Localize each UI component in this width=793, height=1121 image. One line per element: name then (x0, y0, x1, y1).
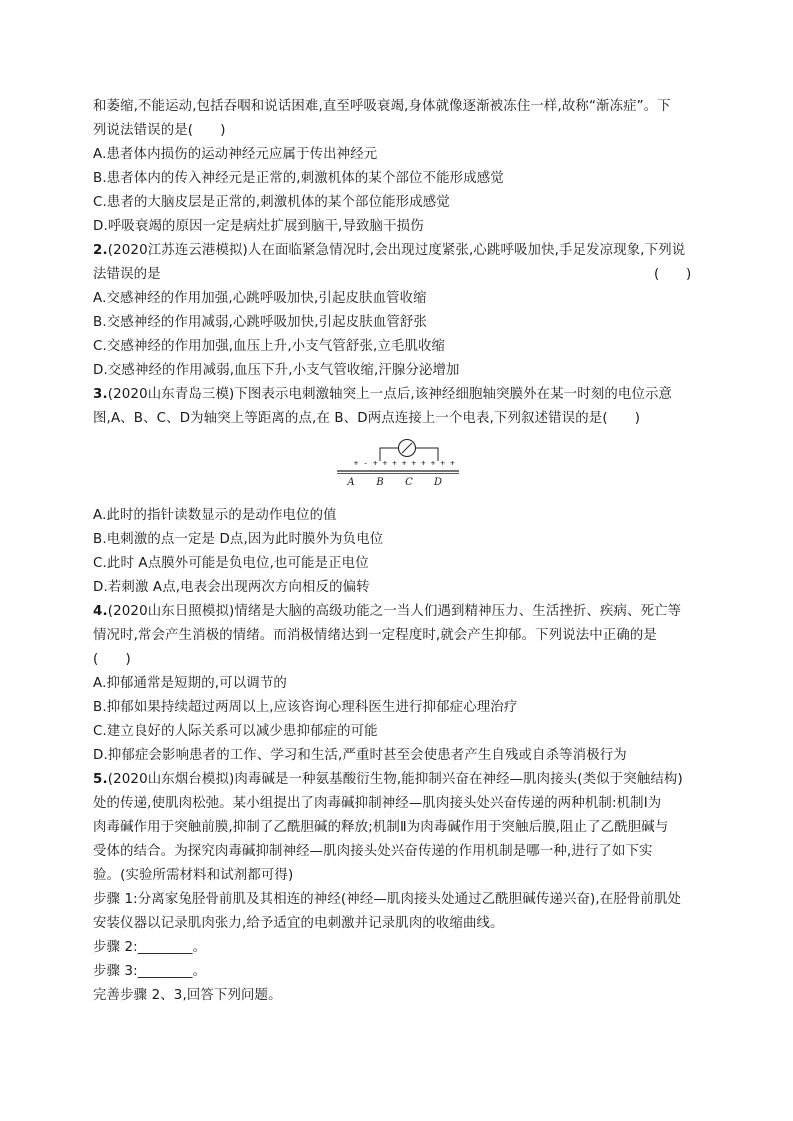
q1-option-b: B.患者体内的传入神经元是正常的,刺激机体的某个部位不能形成感觉 (93, 171, 504, 186)
q5-step-1-line-1: 步骤 1:分离家兔胫骨前肌及其相连的神经(神经—肌肉接头处通过乙酰胆碱传递兴奋),在胫骨前肌处 (93, 892, 682, 907)
membrane-charge-label: + - + + + + + + + + + - (353, 458, 459, 468)
q2-option-d: D.交感神经的作用减弱,血压下升,小支气管收缩,汗腺分泌增加 (93, 363, 460, 378)
q1-stem-line-1: 和萎缩,不能运动,包括吞咽和说话困难,直至呼吸衰竭,身体就像逐渐被冻住一样,故称“渐冻症”。下 (93, 99, 671, 114)
q3-option-d: D.若刺激 A点,电表会出现两次方向相反的偏转 (93, 580, 370, 595)
q3-stem-text: (2020山东青岛三模)下图表示电刺激轴突上一点后,该神经细胞轴突膜外在某一时刻的电位示意 (107, 387, 673, 402)
q4-option-d: D.抑郁症会影响患者的工作、学习和生活,严重时甚至会使患者产生自残或自杀等消极行为 (93, 748, 627, 763)
q4-stem-text: (2020山东日照模拟)情绪是大脑的高级功能之一当人们遇到精神压力、生活挫折、疾病、死亡等 (107, 604, 682, 619)
q2-stem-line-1 (93, 242, 685, 260)
q5-number: 5. (93, 772, 108, 787)
q3-option-a: A.此时的指针读数显示的是动作电位的值 (93, 508, 337, 523)
point-a-label: A (347, 477, 355, 488)
point-b-label: B (376, 477, 384, 488)
q2-option-b: B.交感神经的作用减弱,心跳呼吸加快,引起皮肤血管舒张 (93, 315, 427, 330)
q3-number: 3. (93, 387, 108, 402)
axon-voltmeter-diagram (337, 437, 459, 489)
q2-answer-paren: ( ) (654, 267, 692, 282)
axon-diagram-svg (337, 437, 459, 489)
q2-option-c: C.交感神经的作用加强,血压上升,小支气管舒张,立毛肌收缩 (93, 339, 446, 354)
q5-step-1-line-2: 安装仪器以记录肌肉张力,给予适宜的电刺激并记录肌肉的收缩曲线。 (93, 916, 504, 931)
q5-step-3: 步骤 3:________。 (93, 964, 207, 979)
q2-option-a: A.交感神经的作用加强,心跳呼吸加快,引起皮肤血管收缩 (93, 291, 427, 306)
q5-step-2: 步骤 2:________。 (93, 940, 207, 955)
q4-stem-line-1 (93, 603, 681, 621)
q1-option-a: A.患者体内损伤的运动神经元应属于传出神经元 (93, 147, 378, 162)
point-c-label: C (405, 477, 413, 488)
q2-stem-text: (2020江苏连云港模拟)人在面临紧急情况时,会出现过度紧张,心跳呼吸加快,手足发凉现象,下列说 (107, 243, 686, 258)
q2-number: 2. (93, 243, 108, 258)
q1-option-d: D.呼吸衰竭的原因一定是病灶扩展到脑干,导致脑干损伤 (93, 219, 424, 234)
q5-stem-line-2: 处的传递,使肌肉松弛。某小组提出了肉毒碱抑制神经—肌肉接头处兴奋传递的两种机制:机制Ⅰ为 (93, 796, 662, 811)
q5-instruction: 完善步骤 2、3,回答下列问题。 (93, 988, 282, 1003)
q5-stem-text: (2020山东烟台模拟)肉毒碱是一种氨基酸衍生物,能抑制兴奋在神经—肌肉接头(类似于突触结构) (107, 772, 683, 787)
q5-stem-line-5: 验。(实验所需材料和试剂都可得) (93, 868, 294, 883)
q1-option-c: C.患者的大脑皮层是正常的,刺激机体的某个部位能形成感觉 (93, 195, 450, 210)
q3-stem-line-1 (93, 386, 672, 404)
point-d-label: D (433, 477, 443, 488)
q3-option-c: C.此时 A点膜外可能是负电位,也可能是正电位 (93, 556, 369, 571)
q3-option-b: B.电刺激的点一定是 D点,因为此时膜外为负电位 (93, 532, 384, 547)
q4-answer-paren: ( ) (93, 652, 131, 667)
q2-stem-line-2: 法错误的是 (93, 267, 161, 282)
q4-number: 4. (93, 604, 108, 619)
q5-stem-line-4: 受体的结合。为探究肉毒碱抑制神经—肌肉接头处兴奋传递的作用机制是哪一种,进行了如下实 (93, 844, 653, 859)
q1-stem-line-2: 列说法错误的是( ) (93, 123, 226, 138)
q4-option-a: A.抑郁通常是短期的,可以调节的 (93, 676, 287, 691)
q5-stem-line-3: 肉毒碱作用于突触前膜,抑制了乙酰胆碱的释放;机制Ⅱ为肉毒碱作用于突触后膜,阻止了乙酰胆碱与 (93, 820, 669, 835)
q5-stem-line-1 (93, 771, 683, 789)
q4-option-b: B.抑郁如果持续超过两周以上,应该咨询心理科医生进行抑郁症心理治疗 (93, 700, 518, 715)
q4-stem-line-2: 情况时,常会产生消极的情绪。而消极情绪达到一定程度时,就会产生抑郁。下列说法中正确的是 (93, 628, 657, 643)
q4-option-c: C.建立良好的人际关系可以减少患抑郁症的可能 (93, 724, 378, 739)
q3-stem-line-2: 图,A、B、C、D为轴突上等距离的点,在 B、D两点连接上一个电表,下列叙述错误的是( ) (93, 411, 641, 426)
